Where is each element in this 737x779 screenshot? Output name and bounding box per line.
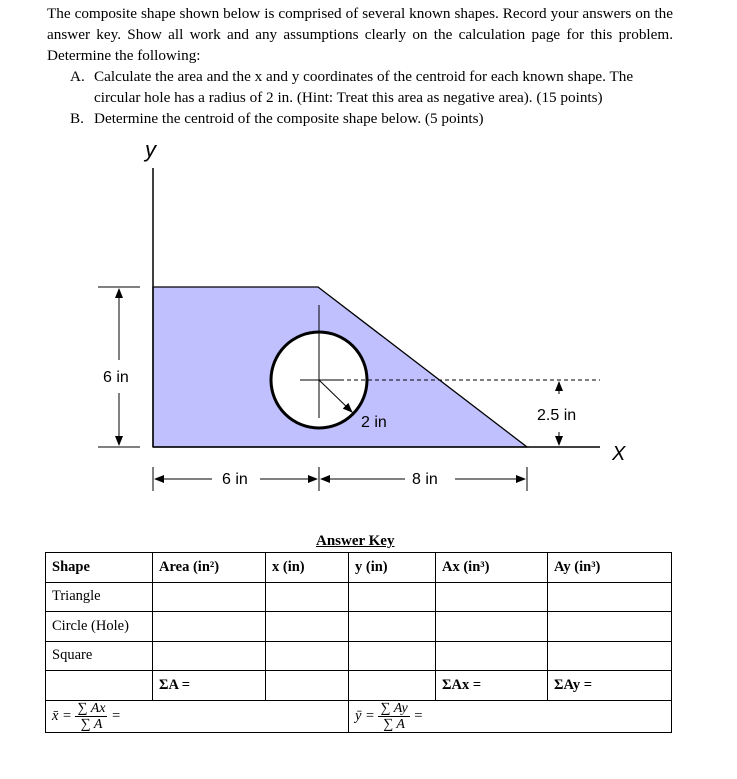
offset-label: 2.5 in [537,407,577,424]
ybar-numerator: ∑ Ay [380,700,408,716]
table-row [46,582,672,612]
ybar-fraction [378,701,409,732]
answer-key-table [45,552,672,733]
cell-circle-ax[interactable] [436,612,548,642]
sum-ax[interactable]: ΣAx = [436,671,548,701]
cell-square-area[interactable] [153,641,266,671]
row-label-triangle: Triangle [46,582,153,612]
xbar-fraction [75,701,107,732]
problem-intro: The composite shape shown below is comprised of several known shapes. Record your answers on the answer key. Show all work and any assumptions clearly on the calculation page for this problem. Determine the following: [47,5,673,64]
ybar-lhs: ȳ = [355,707,375,724]
item-a-text: Calculate the area and the x and y coordinates of the centroid for each known shape. The circular hole has a radius of 2 in. (Hint: Treat this area as negative area). (15 points) [94,68,634,106]
header-ax: Ax (in³) [436,553,548,583]
x-axis-label: X [612,443,626,465]
height-dim-label: 6 in [103,369,129,386]
table-row [46,612,672,642]
cell-circle-area[interactable] [153,612,266,642]
header-area: Area (in²) [153,553,266,583]
sum-x-blank [266,671,349,701]
ybar-formula[interactable] [349,700,672,732]
width-left-label: 6 in [222,471,248,488]
table-centroid-row [46,700,672,732]
width-right-label: 8 in [412,471,438,488]
cell-triangle-area[interactable] [153,582,266,612]
answer-key-title: Answer Key [316,533,395,549]
ybar-equals: = [413,707,424,724]
item-a-label: A. [70,68,85,85]
cell-square-x[interactable] [266,641,349,671]
item-b-text: Determine the centroid of the composite shape below. (5 points) [94,110,484,127]
cell-square-ay[interactable] [548,641,672,671]
cell-circle-ay[interactable] [548,612,672,642]
item-b-label: B. [70,110,84,127]
table-row [46,641,672,671]
ybar-denominator: ∑ A [383,716,405,732]
cell-triangle-ax[interactable] [436,582,548,612]
header-ay: Ay (in³) [548,553,672,583]
sum-ay[interactable]: ΣAy = [548,671,672,701]
sum-area[interactable]: ΣA = [153,671,266,701]
header-shape: Shape [46,553,153,583]
xbar-equals: = [111,707,121,724]
cell-triangle-x[interactable] [266,582,349,612]
cell-circle-y[interactable] [349,612,436,642]
radius-label: 2 in [361,414,387,431]
xbar-numerator: ∑ Ax [77,700,106,716]
cell-square-y[interactable] [349,641,436,671]
header-y: y (in) [349,553,436,583]
header-x: x (in) [266,553,349,583]
cell-circle-x[interactable] [266,612,349,642]
xbar-lhs: x̄ = [52,707,72,724]
row-label-square: Square [46,641,153,671]
table-sum-row [46,671,672,701]
sum-row-blank [46,671,153,701]
cell-square-ax[interactable] [436,641,548,671]
row-label-circle: Circle (Hole) [46,612,153,642]
xbar-formula[interactable] [46,700,349,732]
sum-y-blank [349,671,436,701]
y-axis-label: y [145,137,156,162]
xbar-denominator: ∑ A [80,716,103,732]
cell-triangle-y[interactable] [349,582,436,612]
cell-triangle-ay[interactable] [548,582,672,612]
table-header-row [46,553,672,583]
